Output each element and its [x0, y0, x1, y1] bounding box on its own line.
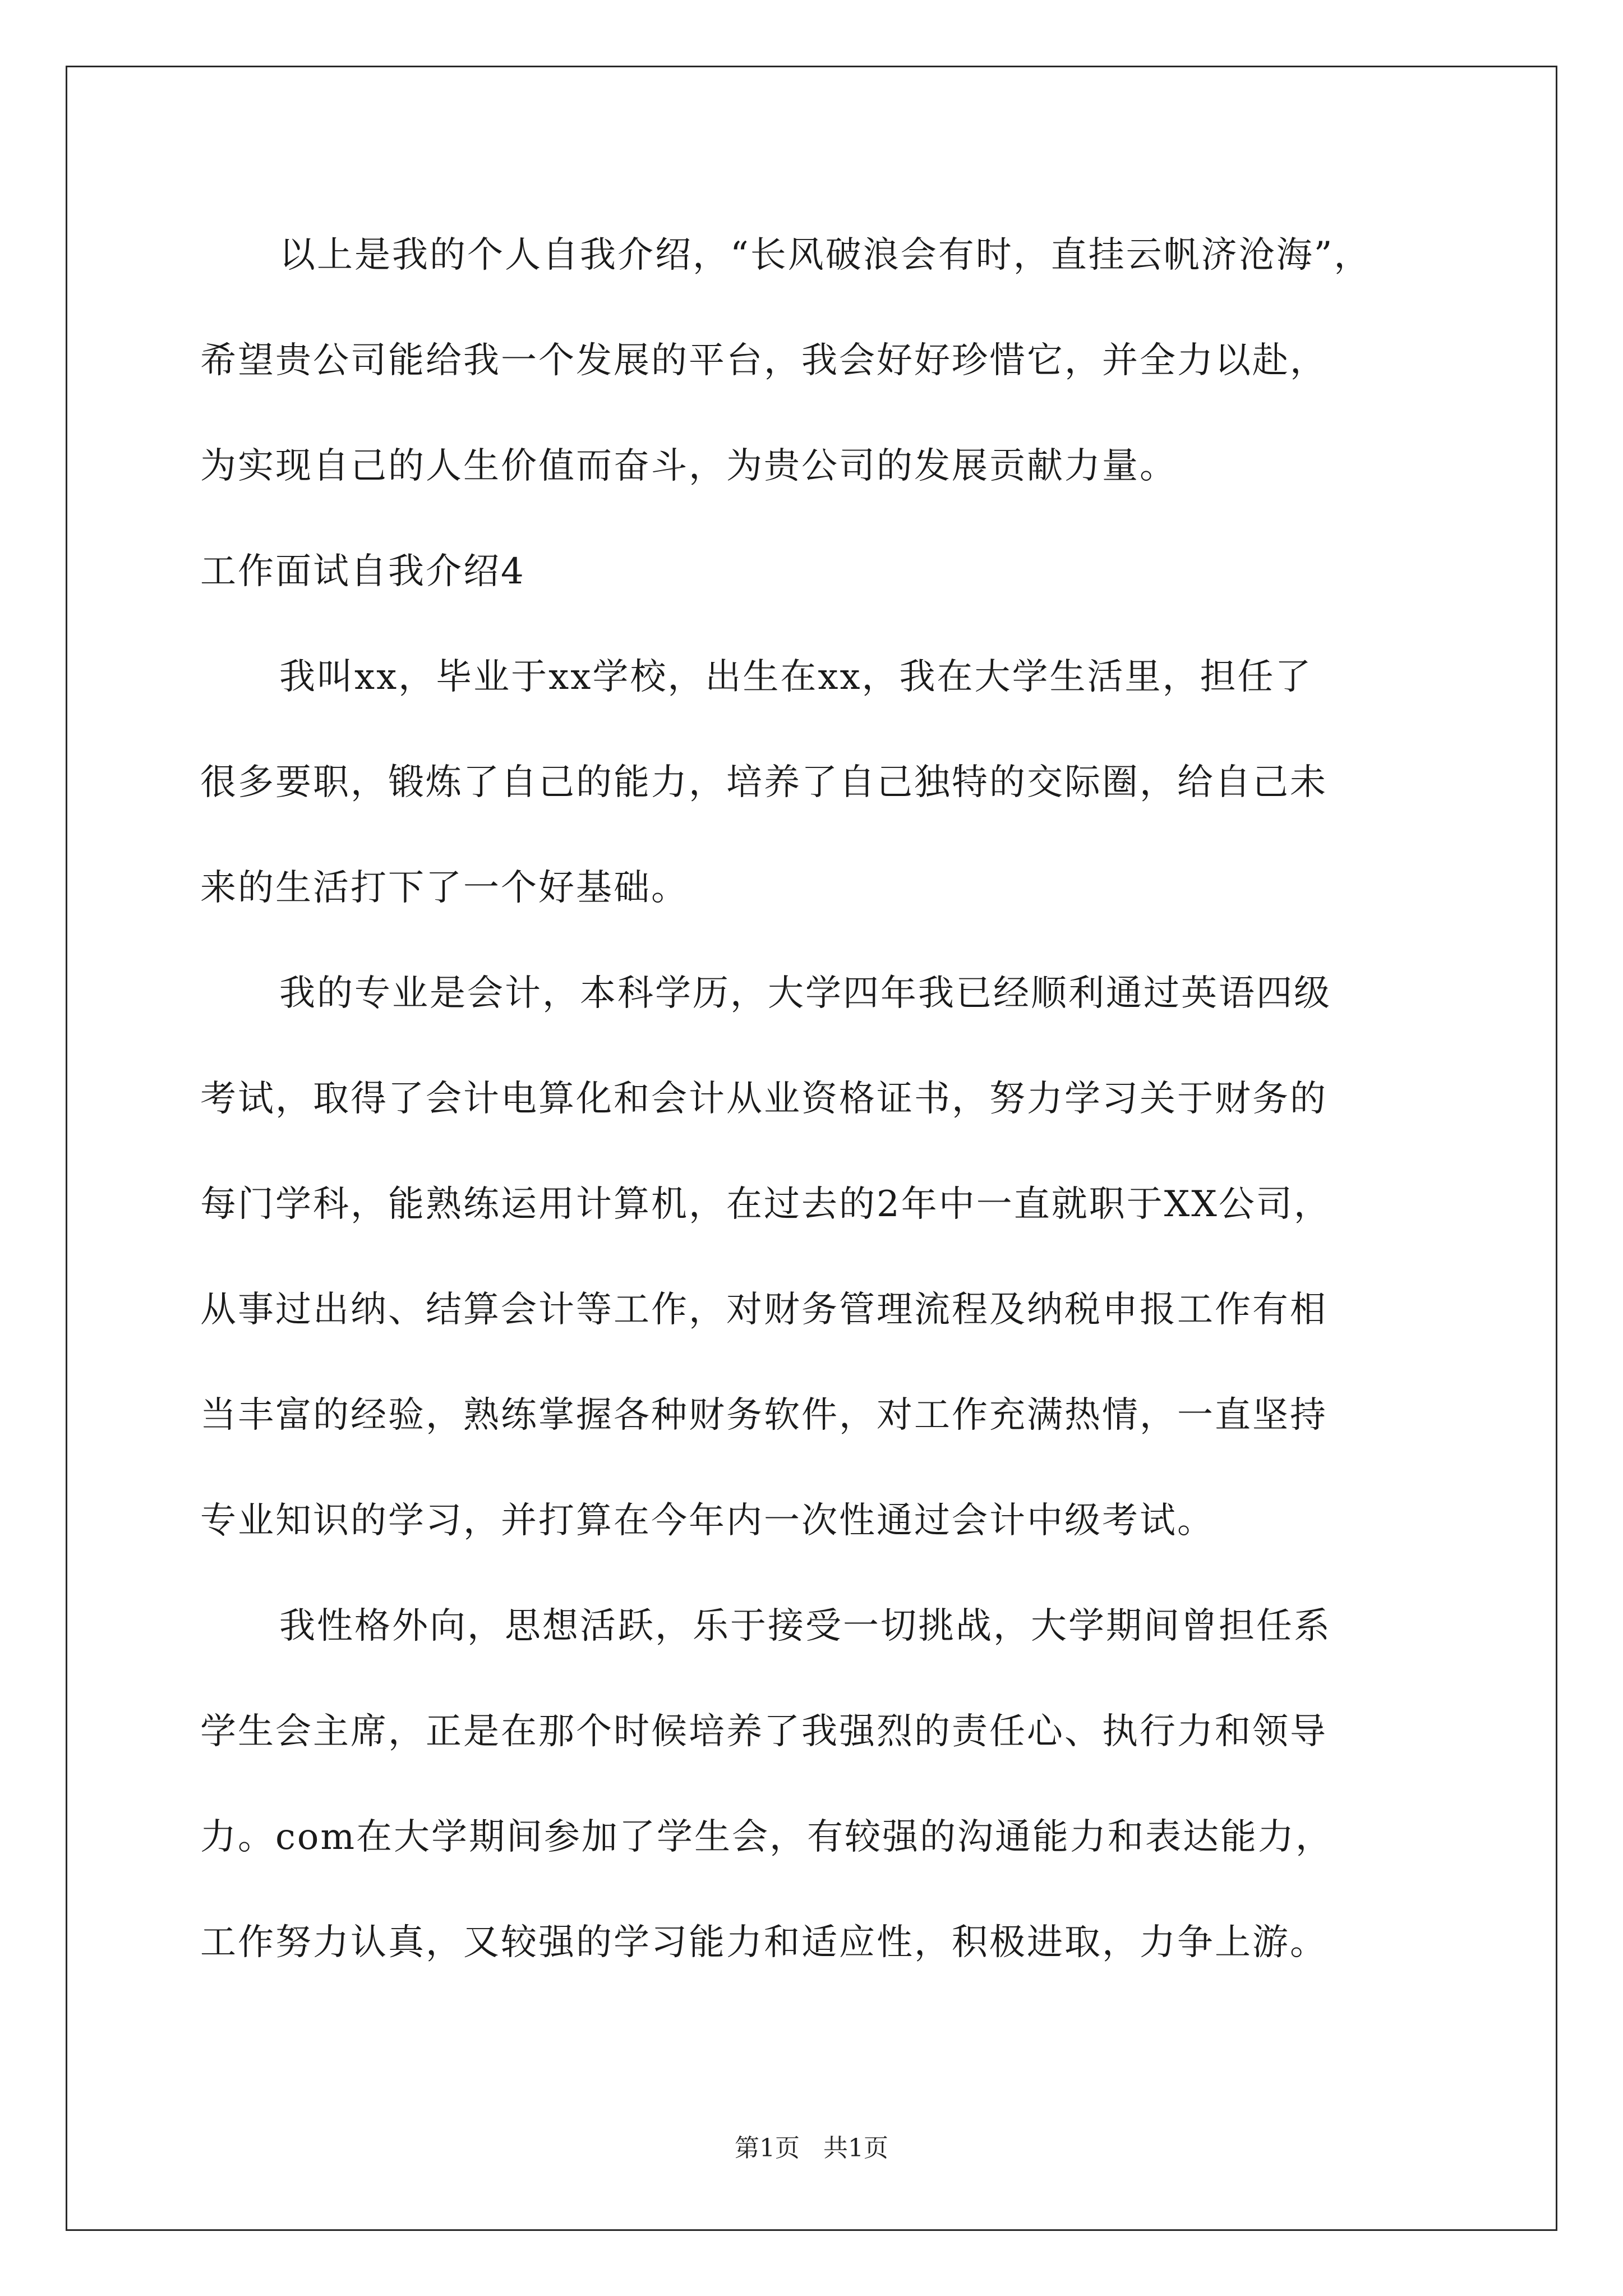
paragraph-line: 我的专业是会计，本科学历，大学四年我已经顺利通过英语四级: [279, 973, 1331, 1014]
paragraph-line: 每门学科，能熟练运用计算机，在过去的2年中一直就职于XX公司，: [200, 1184, 1331, 1225]
paragraph-line: 考试，取得了会计电算化和会计从业资格证书，努力学习关于财务的: [200, 1078, 1327, 1120]
paragraph-line: 从事过出纳、结算会计等工作，对财务管理流程及纳税申报工作有相: [200, 1289, 1327, 1331]
paragraph-line: 我叫xx，毕业于xx学校，出生在xx，我在大学生活里，担任了: [279, 656, 1313, 698]
paragraph-line: 学生会主席，正是在那个时候培养了我强烈的责任心、执行力和领导: [200, 1711, 1327, 1752]
paragraph-line: 来的生活打下了一个好基础。: [200, 867, 689, 909]
paragraph-line: 以上是我的个人自我介绍，“长风破浪会有时，直挂云帆济沧海”，: [279, 234, 1372, 276]
page-border: [66, 66, 1557, 2231]
paragraph-line: 力。com在大学期间参加了学生会，有较强的沟通能力和表达能力，: [200, 1816, 1334, 1858]
paragraph-line: 希望贵公司能给我一个发展的平台，我会好好珍惜它，并全力以赴，: [200, 340, 1327, 381]
page-number-footer: 第1页 共1页: [735, 2134, 888, 2162]
paragraph-line: 工作努力认真，又较强的学习能力和适应性，积极进取，力争上游。: [200, 1922, 1327, 1963]
paragraph-line: 很多要职，锻炼了自己的能力，培养了自己独特的交际圈，给自己未: [200, 762, 1327, 803]
paragraph-line: 我性格外向，思想活跃，乐于接受一切挑战，大学期间曾担任系: [279, 1605, 1331, 1647]
paragraph-line: 专业知识的学习，并打算在今年内一次性通过会计中级考试。: [200, 1500, 1215, 1542]
section-heading: 工作面试自我介绍4: [200, 551, 525, 592]
paragraph-line: 当丰富的经验，熟练掌握各种财务软件，对工作充满热情，一直坚持: [200, 1395, 1327, 1436]
paragraph-line: 为实现自己的人生价值而奋斗，为贵公司的发展贡献力量。: [200, 445, 1177, 487]
